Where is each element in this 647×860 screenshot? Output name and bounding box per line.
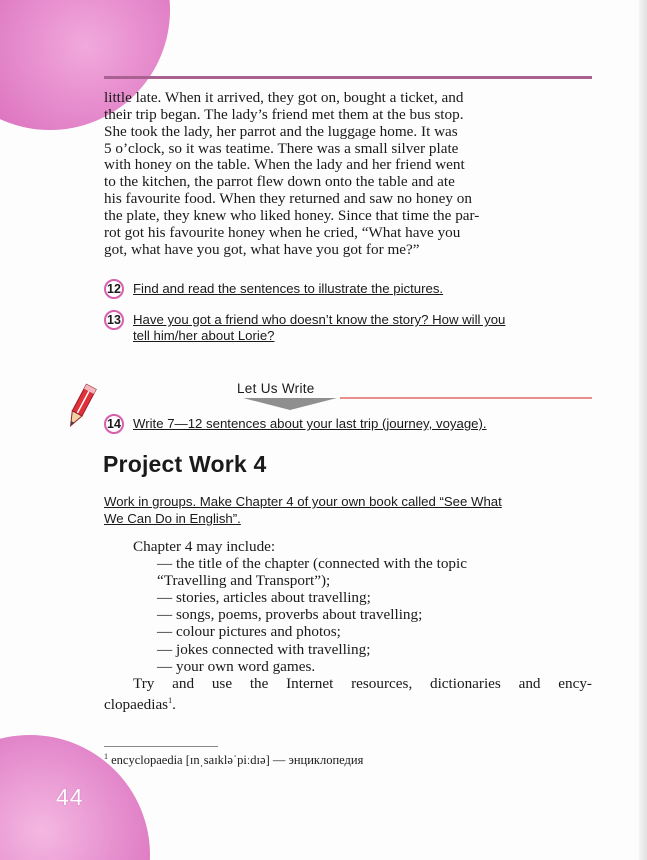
footnote-rule (104, 746, 218, 747)
task-text: tell him/her about Lorie? (133, 328, 275, 343)
top-rule (104, 76, 592, 79)
project-list-item: — jokes connected with travelling; (157, 640, 371, 658)
footnote (104, 752, 363, 768)
project-list-item: — the title of the chapter (connected with the topic (157, 555, 467, 573)
story-line: 5 o’clock, so it was teatime. There was a small silver plate (104, 139, 459, 157)
project-instruction (104, 493, 592, 527)
section-heading: Let Us Write (237, 381, 315, 396)
project-list-item: — stories, articles about travelling; (157, 589, 371, 607)
story-line: the plate, they knew who liked honey. Since that time the par- (104, 206, 480, 224)
task-number-badge: 13 (104, 310, 124, 330)
project-list-item: — songs, poems, proverbs about travelling; (157, 606, 423, 624)
story-line: his favourite food. When they returned and saw no honey on (104, 190, 472, 208)
section-arrow-shape (243, 398, 337, 410)
footnote-mark: 1 (104, 752, 108, 761)
task-text: Have you got a friend who doesn’t know the story? How will you (133, 312, 506, 327)
project-list-item-continued: “Travelling and Transport”); (157, 572, 331, 590)
pencil-icon (60, 382, 100, 432)
story-line: little late. When it arrived, they got on, bought a ticket, and (104, 89, 464, 106)
footnote-text: encyclopaedia [ɪnˌsaɪkləˈpiːdɪə] — энциклопедия (108, 753, 364, 768)
project-title: Project Work 4 (103, 451, 267, 477)
task-number-badge: 14 (104, 414, 124, 434)
instruction-line: Work in groups. Make Chapter 4 of your own book called “See What (104, 494, 502, 509)
story-line: rot got his favourite honey when he cried, “What have you (104, 223, 461, 241)
page-edge (639, 0, 647, 860)
task-text: Write 7—12 sentences about your last trip (journey, voyage). (133, 416, 487, 431)
project-list-item: — your own word games. (157, 657, 316, 675)
instruction-line: We Can Do in English”. (104, 511, 241, 526)
task-number-badge: 12 (104, 279, 124, 299)
project-body (104, 538, 592, 713)
project-closing: Try and use the Internet resources, dictionaries and ency- (133, 674, 592, 692)
task-text: Find and read the sentences to illustrate the pictures. (133, 281, 444, 296)
story-line: She took the lady, her parrot and the luggage home. It was (104, 122, 458, 140)
story-line: got, what have you got, what have you got for me?” (104, 240, 420, 258)
footnote-reference[interactable]: 1 (168, 695, 173, 705)
project-intro: Chapter 4 may include: (133, 538, 276, 555)
story-text (104, 90, 592, 258)
project-closing-end: clopaedias$^1$. (104, 695, 176, 713)
page-number: 44 (56, 784, 84, 810)
story-line: their trip began. The lady’s friend met them at the bus stop. (104, 105, 464, 123)
project-list-item: — colour pictures and photos; (157, 623, 341, 641)
story-line: to the kitchen, the parrot flew down onto the table and ate (104, 173, 455, 191)
story-line: with honey on the table. When the lady and her friend went (104, 156, 465, 174)
section-rule (340, 397, 592, 399)
